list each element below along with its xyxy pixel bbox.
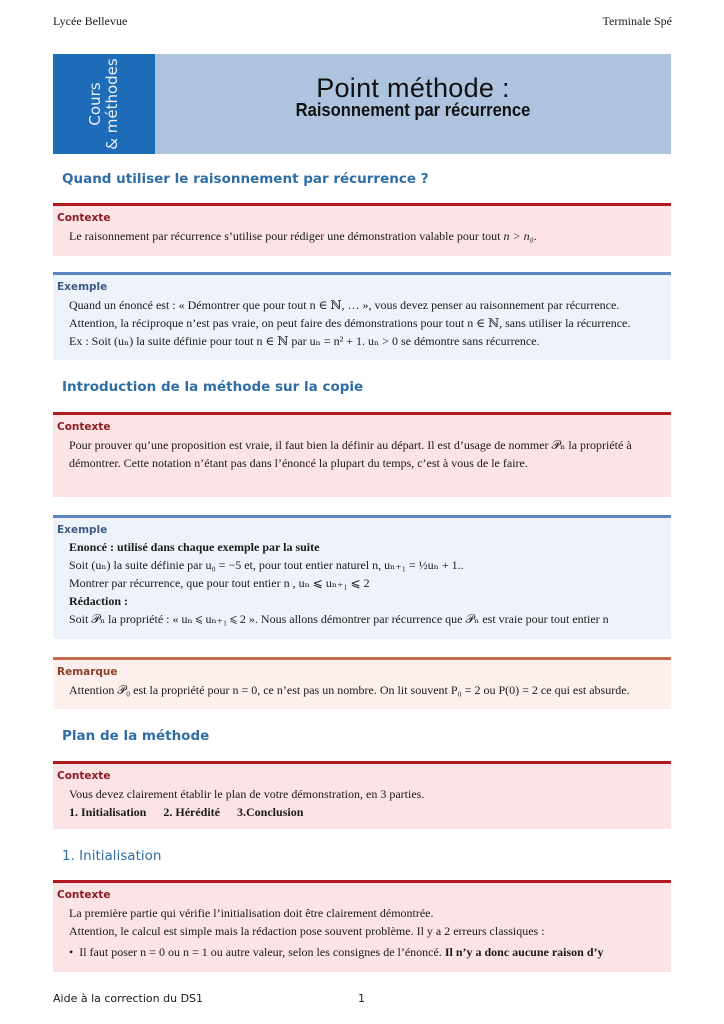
plan-step: 3.Conclusion [237,805,304,819]
box-line: Soit (uₙ) la suite définie par u₀ = −5 et, pour tout entier naturel n, uₙ₊₁ = ½uₙ + 1.. [69,558,464,572]
box-line: Attention 𝒫₀ est la propriété pour n = 0, ce n’est pas un nombre. On lit souvent P₀ = 2 ou P(0) = 2 ce qui est absurde. [69,683,630,697]
section-heading: Quand utiliser le raisonnement par récurrence ? [62,171,429,187]
box-line: Attention, le calcul est simple mais la rédaction pose souvent problème. Il y a 2 erreurs classiques : [69,924,545,938]
page-subtitle: Raisonnement par récurrence [295,100,531,120]
box-heading: Rédaction : [69,594,128,608]
bullet-text-bold: Il n’y a donc aucune raison d’y [444,945,604,959]
box-line: Vous devez clairement établir le plan de votre démonstration, en 3 parties. [69,787,425,801]
bullet-text: Il faut poser n = 0 ou n = 1 ou autre valeur, selon les consignes de l’énoncé. [79,945,445,959]
banner-side-tag [53,54,155,154]
banner-side-line1: Cours [86,82,104,126]
header-class: Terminale Spé [602,14,672,28]
box-line: Soit 𝒫ₙ la propriété : « uₙ ⩽ uₙ₊₁ ⩽ 2 ». Nous allons démontrer par récurrence que 𝒫ₙ est vraie pour tout entier n [69,612,609,626]
box-heading: Enoncé : utilisé dans chaque exemple par la suite [69,540,320,554]
title-banner [53,54,671,154]
page-number: 1 [358,992,365,1005]
footer-title: Aide à la correction du DS1 [53,992,204,1005]
box-line: Ex : Soit (uₙ) la suite définie pour tout n ∈ ℕ par uₙ = n² + 1. uₙ > 0 se démontre sans récurrence. [69,334,540,348]
box-line: Attention, la réciproque n’est pas vraie, on peut faire des démonstrations pour tout n ∈ ℕ, sans utiliser la récurrence. [69,316,631,330]
box-text: Le raisonnement par récurrence s’utilise pour rédiger une démonstration valable pour tout [69,229,504,243]
page-title: Point méthode : [316,73,510,103]
plan-steps [69,803,663,821]
box-label: Contexte [57,212,111,224]
box-label: Contexte [57,421,111,433]
context-box [53,880,671,972]
box-label: Exemple [57,281,108,293]
example-box [53,272,671,360]
box-label: Contexte [57,770,111,782]
box-label: Remarque [57,666,118,678]
context-box [53,203,671,256]
banner-side-line2: & méthodes [103,58,121,150]
plan-step: 1. Initialisation [69,805,147,819]
section-heading: Plan de la méthode [62,728,210,744]
box-line: démontrer. Cette notation n’étant pas dans l’énoncé la plupart du temps, c’est à vous de le faire. [69,456,528,470]
context-box [53,412,671,497]
example-box [53,515,671,639]
box-label: Contexte [57,889,111,901]
box-line: Pour prouver qu’une proposition est vraie, il faut bien la définir au départ. Il est d’usage de nommer 𝒫ₙ la propriété à [69,438,632,452]
section-heading: Introduction de la méthode sur la copie [62,379,364,395]
plan-step: 2. Hérédité [163,805,221,819]
section-heading: 1. Initialisation [62,848,162,864]
box-line: Quand un énoncé est : « Démontrer que pour tout n ∈ ℕ, … », vous devez penser au raisonnement par récurrence. [69,298,620,312]
box-line: La première partie qui vérifie l’initialisation doit être clairement démontrée. [69,906,434,920]
box-line: Montrer par récurrence, que pour tout entier n , uₙ ⩽ uₙ₊₁ ⩽ 2 [69,576,370,590]
remark-box [53,657,671,709]
context-box [53,761,671,829]
bullet-item [69,943,663,961]
header-school: Lycée Bellevue [53,14,128,28]
bullet-icon: • [69,945,74,959]
box-label: Exemple [57,524,108,536]
box-text-end: . [533,229,537,243]
math-inline: n > n₀ [503,229,534,243]
